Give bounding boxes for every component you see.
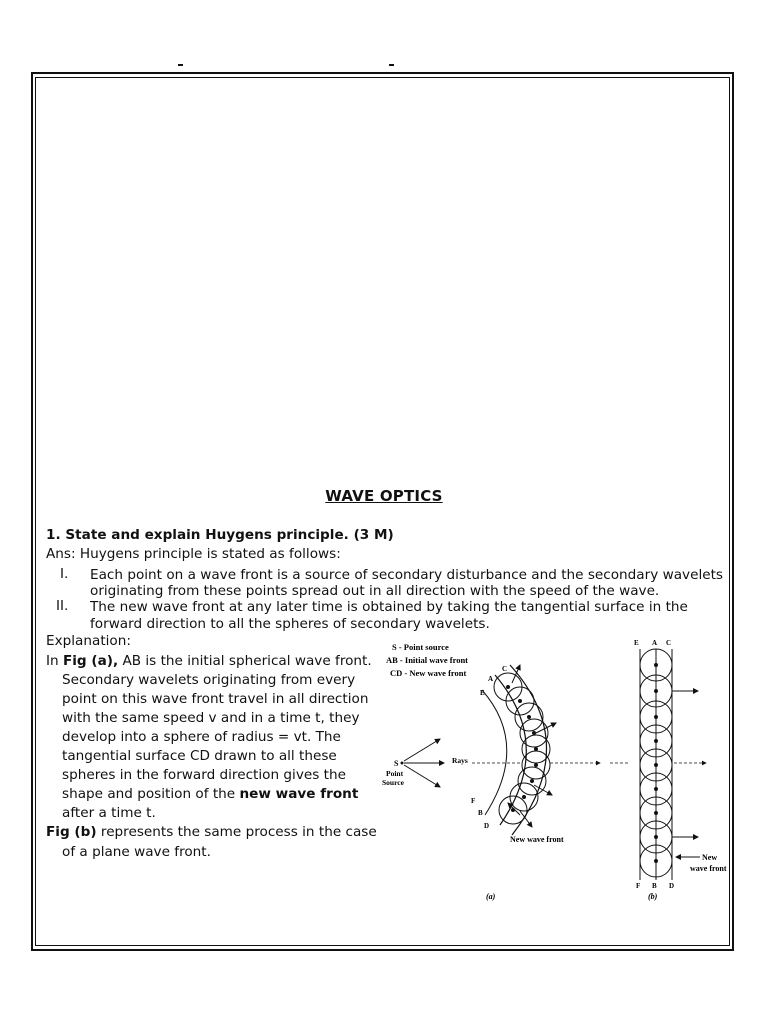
label-letter: D [484,822,490,830]
label-letter: B [478,809,483,817]
label-source: Source [382,778,404,787]
wavelet-arrow [520,811,532,827]
explanation-line: develop into a sphere of radius = vt. The [62,729,341,745]
explanation-line: of a plane wave front. [62,844,211,860]
explanation-line: Fig (b) represents the same process in the case [46,824,377,840]
point-text: The new wave front at any later time is obtained by taking the tangential surface in the [90,599,688,615]
explanation-line: In Fig (a), AB is the initial spherical wave front. [46,653,372,669]
label-letter: C [502,665,508,673]
huygens-figure [360,635,740,909]
explanation-heading: Explanation: [46,633,131,649]
explanation-line: with the same speed v and in a time t, they [62,710,360,726]
ray-arrow [404,765,440,787]
secondary-wave-front [482,690,507,815]
label-letter: A [652,639,658,647]
legend-initial-wave-front: AB - Initial wave front [386,655,469,665]
wavelet-arrow [536,723,556,733]
label-letter: C [666,639,672,647]
point-source-dot [401,762,404,765]
label-letter: B [652,882,657,890]
question-heading: 1. State and explain Huygens principle. (3 M) [46,527,394,543]
explanation-line: Secondary wavelets originating from every [62,672,356,688]
legend-new-wave-front: CD - New wave front [390,668,467,678]
page-title: WAVE OPTICS [325,487,443,505]
wavelet-circles-a [494,673,550,824]
scan-mark [178,64,183,66]
label-rays: Rays [452,756,468,765]
explanation-line: point on this wave front travel in all direction [62,691,369,707]
label-new: New [702,853,718,862]
label-letter: E [634,639,639,647]
new-wave-front-curve [510,665,547,835]
point-text: originating from these points spread out in all direction with the speed of the wave. [90,583,660,599]
explanation-line: after a time t. [62,805,156,821]
explanation-line: shape and position of the new wave front [62,786,359,802]
point-text: Each point on a wave front is a source of secondary disturbance and the secondary wavelets [90,567,723,583]
label-letter: F [636,882,641,890]
explanation-line: spheres in the forward direction gives the [62,767,346,783]
answer-intro: Ans: Huygens principle is stated as follows: [46,546,341,562]
point-text: forward direction to all the spheres of secondary wavelets. [90,616,490,632]
label-new-wave-front-a: New wave front [510,835,564,844]
label-point: Point [386,769,404,778]
caption-a: (a) [486,892,496,901]
label-letter: A [488,675,494,683]
label-letter: F [471,797,476,805]
label-s: S [394,759,399,768]
label-wave-front-b: wave front [690,864,727,873]
caption-b: (b) [648,892,658,901]
scan-mark [389,64,394,66]
explanation-line: tangential surface CD drawn to all these [62,748,337,764]
point-number: II. [56,598,69,614]
label-letter: E [480,689,485,697]
point-number: I. [60,566,69,582]
legend-point-source: S - Point source [392,642,449,652]
label-letter: D [669,882,675,890]
ray-arrow [404,739,440,761]
